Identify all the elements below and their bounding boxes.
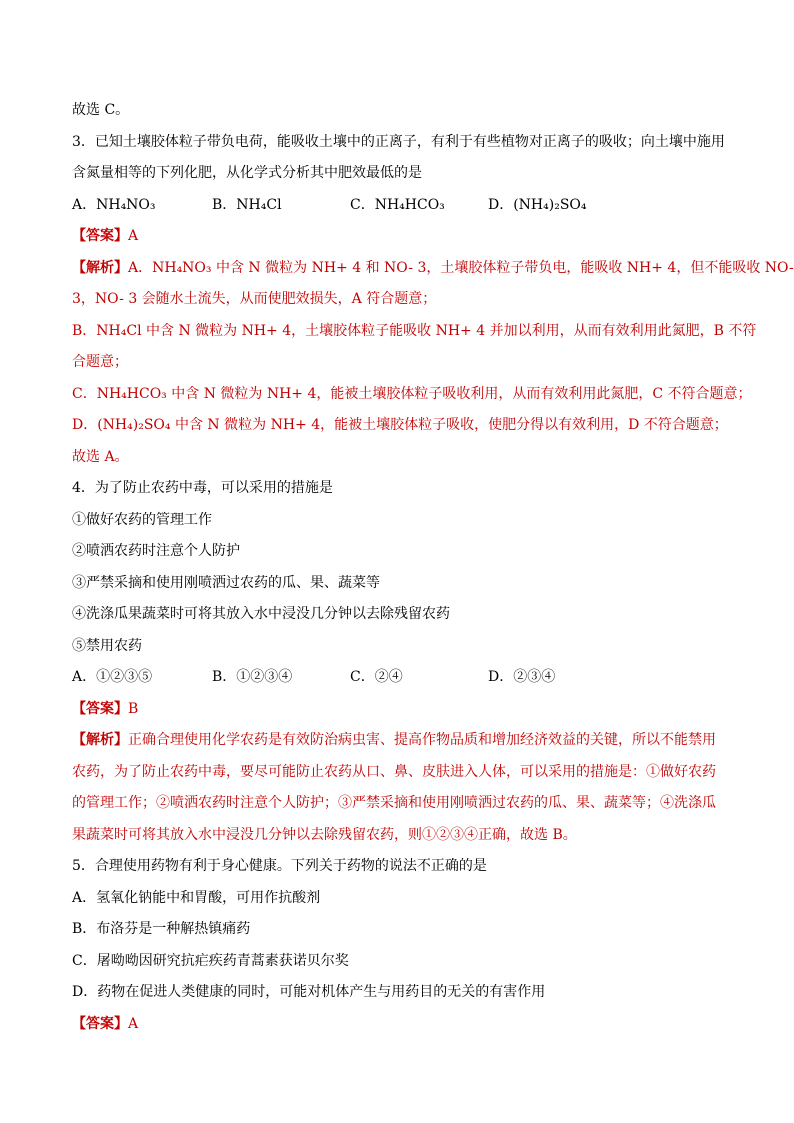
- q5-answer-tag: 【答案】: [72, 1015, 128, 1032]
- q3-analysis-tag: 【解析】: [72, 259, 128, 276]
- q3-stem-line2: 含氮量相等的下列化肥，从化学式分析其中肥效最低的是: [72, 165, 422, 181]
- q4-answer-value: B: [128, 700, 139, 717]
- q4-option-c: C．②④: [350, 669, 403, 685]
- q4-option-a: A．①②③⑤: [72, 669, 153, 685]
- q4-analysis-line1: [72, 730, 724, 750]
- q5-option-b: B．布洛芬是一种解热镇痛药: [72, 921, 251, 937]
- q4-item-3: ③严禁采摘和使用刚喷洒过农药的瓜、果、蔬菜等: [72, 574, 380, 591]
- q3-options: [72, 195, 724, 215]
- q4-stem: 4．为了防止农药中毒，可以采用的措施是: [72, 480, 333, 496]
- prev-conclusion: 故选 C。: [72, 102, 130, 118]
- q4-item-1: ①做好农药的管理工作: [72, 511, 212, 528]
- document-page: [72, 100, 794, 1045]
- q3-analysis-line5: C．NH₄HCO₃ 中含 N 微粒为 NH+ 4，能被土壤胶体粒子吸收利用，从而有效利用此氮肥，C 不符合题意；: [72, 385, 752, 402]
- q3-option-c: C．NH₄HCO₃: [350, 196, 445, 213]
- q4-answer: [72, 699, 724, 719]
- q4-answer-tag: 【答案】: [72, 700, 128, 717]
- q4-analysis-line4: 果蔬菜时可将其放入水中浸没几分钟以去除残留农药，则①②③④正确，故选 B。: [72, 826, 577, 843]
- q3-analysis-line1: [72, 258, 794, 278]
- q3-analysis-line2: 3，NO- 3 会随水土流失，从而使肥效损失，A 符合题意；: [72, 291, 437, 307]
- q3-analysis-line3: B．NH₄Cl 中含 N 微粒为 NH+ 4，土壤胶体粒子能吸收 NH+ 4 并加以利用，从而有效利用此氮肥，B 不符: [72, 322, 757, 339]
- q3-analysis-line4: 合题意；: [72, 354, 128, 370]
- q3-option-a: A．NH₄NO₃: [72, 196, 156, 213]
- q3-answer-value: A: [128, 228, 139, 244]
- q3-option-d: D．(NH₄)₂SO₄: [488, 196, 587, 213]
- q4-option-d: D．②③④: [488, 669, 556, 685]
- q4-item-4: ④洗涤瓜果蔬菜时可将其放入水中浸没几分钟以去除残留农药: [72, 606, 450, 622]
- q5-answer-value: A: [128, 1015, 139, 1032]
- q5-option-c: C．屠呦呦因研究抗疟疾药青蒿素获诺贝尔奖: [72, 952, 349, 969]
- q5-answer: [72, 1014, 724, 1034]
- q4-analysis-line3: 的管理工作；②喷洒农药时注意个人防护；③严禁采摘和使用刚喷洒过农药的瓜、果、蔬菜等；④洗涤瓜: [72, 795, 716, 811]
- q3-analysis-text1: A．NH₄NO₃ 中含 N 微粒为 NH+ 4 和 NO- 3，土壤胶体粒子带负电，能吸收 NH+ 4，但不能吸收 NO-: [128, 259, 794, 276]
- q3-stem-line1: 3．已知土壤胶体粒子带负电荷，能吸收土壤中的正离子，有利于有些植物对正离子的吸收；向土壤中施用: [72, 133, 725, 150]
- q3-option-b: B．NH₄Cl: [212, 196, 282, 213]
- q4-analysis-text1: 正确合理使用化学农药是有效防治病虫害、提高作物品质和增加经济效益的关键，所以不能禁用: [128, 732, 716, 748]
- q4-option-b: B．①②③④: [212, 669, 293, 685]
- q3-answer: [72, 226, 724, 246]
- q4-options: [72, 667, 724, 687]
- q4-analysis-line2: 农药，为了防止农药中毒，要尽可能防止农药从口、鼻、皮肤进入人体，可以采用的措施是：①做好农药: [72, 763, 716, 780]
- q5-option-d: D．药物在促进人类健康的同时，可能对机体产生与用药目的无关的有害作用: [72, 984, 546, 1000]
- q3-answer-tag: 【答案】: [72, 228, 128, 244]
- q5-option-a: A．氢氧化钠能中和胃酸，可用作抗酸剂: [72, 889, 321, 906]
- q4-item-2: ②喷洒农药时注意个人防护: [72, 543, 240, 559]
- q3-conclusion: 故选 A。: [72, 448, 129, 465]
- q5-stem: 5．合理使用药物有利于身心健康。下列关于药物的说法不正确的是: [72, 858, 487, 874]
- q3-analysis-line6: D．(NH₄)₂SO₄ 中含 N 微粒为 NH+ 4，能被土壤胶体粒子吸收，使肥分得以有效利用，D 不符合题意；: [72, 417, 728, 433]
- q4-item-5: ⑤禁用农药: [72, 637, 142, 654]
- q4-analysis-tag: 【解析】: [72, 732, 128, 748]
